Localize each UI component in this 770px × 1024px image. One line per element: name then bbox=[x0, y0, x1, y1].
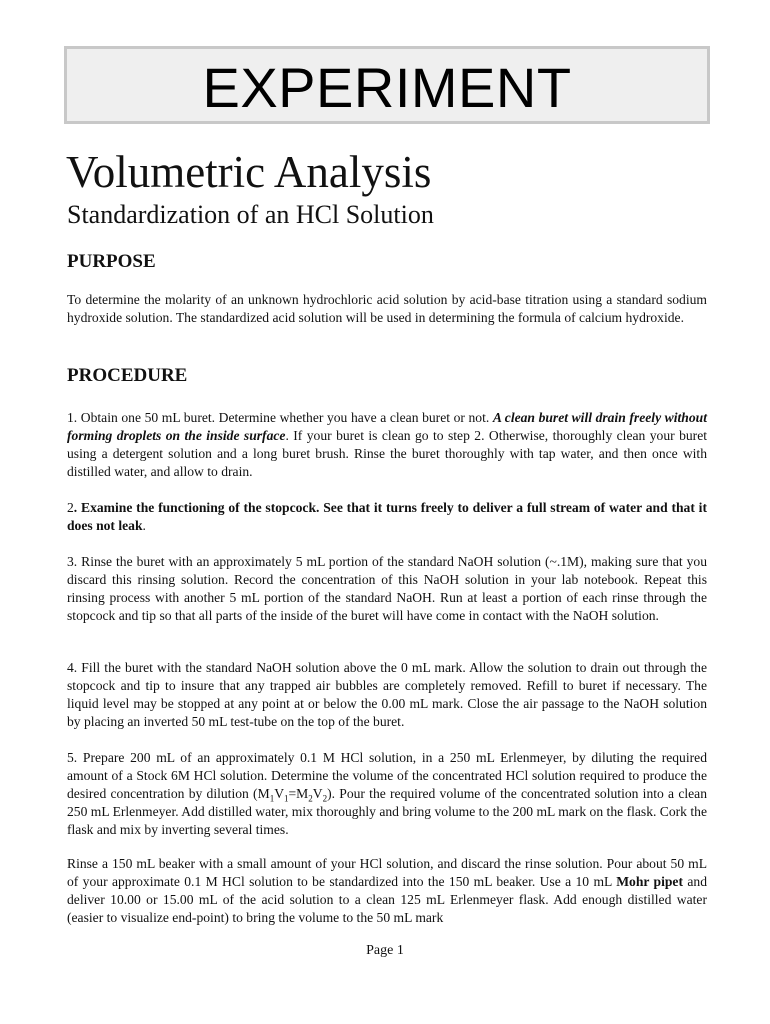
purpose-heading: PURPOSE bbox=[67, 251, 156, 272]
page-title: Volumetric Analysis bbox=[66, 147, 432, 197]
step-1-text-a: 1. Obtain one 50 mL buret. Determine whether you have a clean buret or not. bbox=[67, 410, 493, 425]
page-subtitle: Standardization of an HCl Solution bbox=[67, 200, 434, 229]
subscript-v2: 2 bbox=[322, 793, 328, 804]
equals-m2: =M bbox=[288, 786, 309, 801]
purpose-text: To determine the molarity of an unknown hydrochloric acid solution by acid-base titration using a standard sodium hydroxide solution. The standardized acid solution will be used in determining the formula of calcium hydroxide. bbox=[67, 292, 707, 325]
banner-text: EXPERIMENT bbox=[202, 56, 572, 119]
subscript-m1: 1 bbox=[269, 793, 275, 804]
page-number: Page 1 bbox=[366, 943, 404, 958]
procedure-heading: PROCEDURE bbox=[67, 365, 188, 386]
step-2-emphasis: . Examine the functioning of the stopcock. See that it turns freely to deliver a full stream of water and that it does not leak bbox=[67, 500, 707, 533]
step-5-text-b: ). Pour the required volume of the concentrated solution into a clean 250 mL Erlenmeyer. Add distilled water, mix thoroughly and bring volume to the 200 mL mark on the flask. Cork the flask and mix by inverting several times. bbox=[67, 786, 707, 837]
procedure-step-5 bbox=[67, 749, 707, 839]
step-2-end: . bbox=[142, 518, 146, 533]
rinse-paragraph bbox=[67, 855, 707, 927]
symbol-v1: V bbox=[274, 786, 285, 801]
symbol-v2: V bbox=[312, 786, 323, 801]
step-1-text-c: . If your buret is clean go to step 2. Otherwise, thoroughly clean your buret using a detergent solution and a long buret brush. Rinse the buret thoroughly with tap water, and then once with distilled water, and allow to drain. bbox=[67, 428, 707, 479]
rinse-text-c: and deliver 10.00 or 15.00 mL of the acid solution to a clean 125 mL Erlenmeyer flask. Add enough distilled water (easier to visualize end-point) to bring the volume to the 50 mL mark bbox=[67, 874, 707, 925]
procedure-step-3: 3. Rinse the buret with an approximately 5 mL portion of the standard NaOH solution (~.1M), making sure that you discard this rinsing solution. Record the concentration of this NaOH solution in your lab notebook. Repeat this rinsing process with another 5 mL portion of the standard NaOH. Run at least a portion of each rinse through the stopcock and tip so that all parts of the inside of the buret will have come in contact with the NaOH solution. bbox=[67, 554, 707, 623]
procedure-step-1 bbox=[67, 409, 707, 481]
procedure-step-2 bbox=[67, 499, 707, 535]
subscript-m2: 2 bbox=[308, 793, 313, 804]
procedure-step-4: 4. Fill the buret with the standard NaOH solution above the 0 mL mark. Allow the solution to drain out through the stopcock and tip to insure that any trapped air bubbles are completely removed. Refill to buret if necessary. The liquid level may be stopped at any point at or below the 0.00 mL mark. Close the air passage to the NaOH solution by placing an inverted 50 mL test-tube on the top of the buret. bbox=[67, 660, 707, 729]
step-2-number: 2 bbox=[67, 500, 74, 515]
rinse-text-a: Rinse a 150 mL beaker with a small amount of your HCl solution, and discard the rinse solution. Pour about 50 mL of your approximate 0.1 M HCl solution to be standardized into the 150 mL beaker. Use a 10 mL bbox=[67, 856, 707, 889]
step-1-emphasis: A clean buret will drain freely without forming droplets on the inside surface bbox=[67, 410, 708, 443]
mohr-pipet-emphasis: Mohr pipet bbox=[616, 874, 683, 889]
experiment-banner bbox=[64, 46, 710, 124]
subscript-v1: 1 bbox=[284, 793, 289, 804]
step-5-text-a: 5. Prepare 200 mL of an approximately 0.1 M HCl solution, in a 250 mL Erlenmeyer, by diluting the required amount of a Stock 6M HCl solution. Determine the volume of the concentrated HCl solution required to produce the desired concentration by dilution (M bbox=[67, 750, 707, 801]
